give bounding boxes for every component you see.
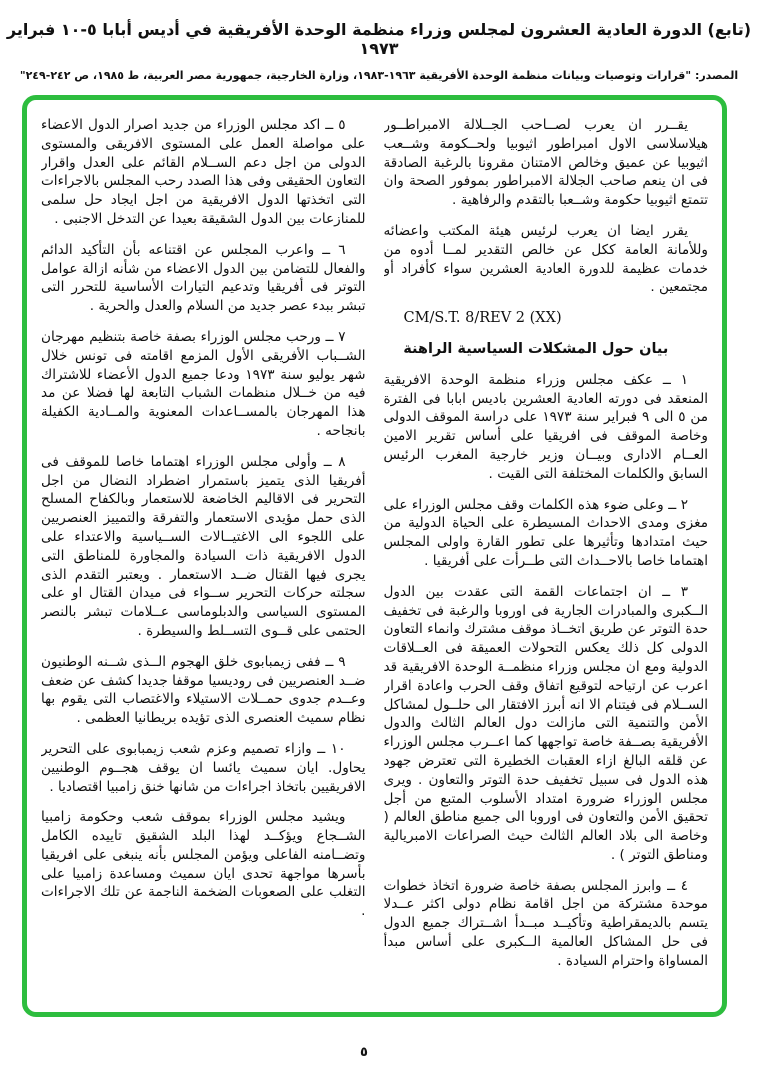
numbered-item-5: ٥ ــ اكد مجلس الوزراء من جديد اصرار الدول الاعضاء على مواصلة العمل على المستوى الافريقى والمستوى الدولى من اجل دعم الســلام القائم على العدل واقرار التعاون الحقيقى وفى هذا الصدد رحب المجلس بالاجراءات التى اتخذتها الدول الافريقية من اجل ايجاد حل سلمى للمنازعات بين الدول الشقيقة بعيدا عن التدخل الاجنبى . — [41, 117, 366, 227]
page-title: (تابع) الدورة العادية العشرون لمجلس وزراء منظمة الوحدة الأفريقية في أديس أبابا ٥-١٠ فبراير ١٩٧٣ — [6, 20, 752, 58]
numbered-item-7: ٧ ــ ورحب مجلس الوزراء بصفة خاصة بتنظيم مهرجان الشــباب الأفريقى الأول المزمع اقامته فى تونس خلال شهر يوليو سنة ١٩٧٣ ودعا جميع الدول الأعضاء للاشتراك فيه من خــلال منظمات الشباب التابعة لها فضلا عن مد هذا المهرجان بالمســاعدات المعنوية والمــادية الكفيلة بانجاحه . — [41, 328, 366, 439]
content-border-box — [22, 95, 727, 1017]
numbered-item-3: ٣ ــ ان اجتماعات القمة التى عقدت بين الدول الــكبرى والمبادرات الجارية فى اوروبا والرغبة فى تخفيف حدة التوتر عن طريق اتخــاذ موقف مشترك وانماء التعاون الدولى كل ذلك يعكس التحولات العميقة فى العــلاقات الدولية ومع ان مجلس وزراء منظمــة الوحدة الافريقية قد اعرب عن ارتياحه لتوقيع اتفاق وقف الحرب واعادة اقرار الســلام فى فيتنام الا انه أبرز الافتقار الى حلــول لمشاكل الأمن والتنمية التى مازالت دول العالم الثالث والدول الأفريقية بصــفة خاصة تواجهها كما اعــرب مجلس الوزراء عن قلقه البالغ ازاء العقبات الخطيرة التى تعترض جهود هذه الدول فى سبيل تخفيف حدة التوتر والتعاون . ويرى مجلس الوزراء ضرورة امتداد الأسلوب المتبع من أجل تحقيق الأمن والتعاون فى اوروبا الى جميع مناطق العالم ( وخاصة الى بلاد العالم الثالث حيث الصراعات الامبريالية ومناطق التوتر ) . — [383, 583, 708, 863]
document-reference: CM/S.T. 8/REV 2 (XX) — [403, 310, 562, 327]
numbered-item-2: ٢ ــ وعلى ضوء هذه الكلمات وقف مجلس الوزراء على مغزى ومدى الاحداث المسيطرة على الحياة الدولية من حيث امتدادها وتأثيرها على تطور القارة واولى المجلس اهتماما خاصا بالاحــداث التى طــرأت على أفريقيا . — [383, 496, 708, 569]
numbered-item-6: ٦ ــ واعرب المجلس عن اقتناعه بأن التأكيد الدائم والفعال للتضامن بين الدول الاعضاء من شأنه ازالة عوامل التوتر فى أفريقيا وتدعيم التيارات الأساسية للتحرر التى تبشر ببدء عصر جديد من السلام والعدل والحرية . — [41, 241, 366, 315]
page-number: ٥ — [360, 1045, 368, 1060]
numbered-item-1: ١ ــ عكف مجلس وزراء منظمة الوحدة الافريقية المنعقد فى دورته العادية العشرين باديس ابابا فى الفترة من ٥ الى ٩ فبراير سنة ١٩٧٣ على دراسة الموقف الدولى وخاصة الموقف فى افريقيا على أساس تقرير الامين العــام الادارى وبيــان وزير خارجية المغرب الرئيس السابق والكلمات المختلفة التى القيت . — [383, 371, 708, 482]
statement-heading: بيان حول المشكلات السياسية الراهنة — [403, 340, 669, 357]
column-right — [384, 116, 709, 1002]
numbered-item-10: ١٠ ــ وازاء تصميم وعزم شعب زيمبابوى على التحرير يحاول. ايان سميث يائسا ان يوقف هجــوم الوطنيين الافريقيين باتخاذ اجراءات من شانها خنق زامبيا اقتصاديا . — [41, 740, 366, 795]
para-bureau-tribute: يقرر ايضا ان يعرب لرئيس هيئة المكتب واعضائه وللأمانة العامة ككل عن خالص التقدير لمــا أدوه من خدمات عظيمة للدورة العادية العشرين سواء كأفراد أو مجتمعين . — [383, 222, 708, 296]
para-zambia-support: ويشيد مجلس الوزراء بموقف شعب وحكومة زامبيا الشــجاع ويؤكــد لهذا البلد الشقيق تاييده الكامل وتضــامنه الفاعلى ويؤمن المجلس بأنه ينبغى على افريقيا بأسرها مواجهة تحدى ايان سميث ومساعدة زامبيا على التغلب على الصعوبات الضخمة الناجمة عن تلك الاجراءات . — [41, 809, 366, 920]
two-column-layout — [27, 100, 722, 1012]
page-header — [0, 0, 758, 82]
numbered-item-9: ٩ ــ ففى زيمبابوى خلق الهجوم الــذى شــنه الوطنيون ضــد العنصريين فى روديسيا موقفا جديدا كشف عن ضعف وعــدم جدوى حمــلات الاستيلاء والاغتصاب التى يقوم بها نظام سميث العنصرى الذى تؤيده بريطانيا العظمى . — [41, 653, 366, 727]
numbered-item-4: ٤ ــ وابرز المجلس بصفة خاصة ضرورة اتخاذ خطوات موحدة مشتركة من اجل اقامة نظام دولى اكثر عــدلا يتسم بالديمقراطية وتأكيــد مبــدأ اشــتراك جميع الدول فى حل المشاكل العالمية الــكبرى على أساس مبدأ المساواة واحترام السيادة . — [383, 877, 708, 969]
para-emperor-tribute: يقــرر ان يعرب لصــاحب الجــلالة الامبراطــور هيلاسلاسى الاول امبراطور اثيوبيا ولحــكومة وشــعب اثيوبيا عن عميق وخالص الامتنان مقرونا بالرغبة الصادقة فى ان ينعم صاحب الجلالة الامبراطور بموفور الصحة وان تتمتع اثيوبيا حكومة وشــعبا بالتقدم والرفاهية . — [383, 117, 708, 209]
source-line: المصدر: "قرارات وتوصيات وبيانات منظمة الوحدة الأفريقية ١٩٦٣-١٩٨٣، وزارة الخارجية، جمهورية مصر العربية، ط ١٩٨٥، ص ٢٤٢-٢٤٩" — [19, 69, 739, 82]
numbered-item-8: ٨ ــ وأولى مجلس الوزراء اهتماما خاصا للموقف فى أفريقيا الذى يتميز باستمرار اضطراد النضال من اجل التحرير فى الاقاليم الخاضعة للاستعمار وبالكفاح المسلح الذى حمل مؤيدى الاستعمار والتفرقة والتمييز العنصريين على اللجوء الى الاغتيــالات الســياسية والاعتداء على الدول الافريقية ذات السيادة والمجاورة للمناطق التى يجرى فيها القتال ضــد الاستعمار . ويعتبر التقدم الذى سجلته حركات التحرير ســواء فى ميدان القتال او على المستوى السياسى والدبلوماسى عــلامات تبشر بالنصر الحتمى على قــوى التســلط والسيطرة . — [41, 453, 366, 639]
column-left — [41, 116, 366, 1002]
